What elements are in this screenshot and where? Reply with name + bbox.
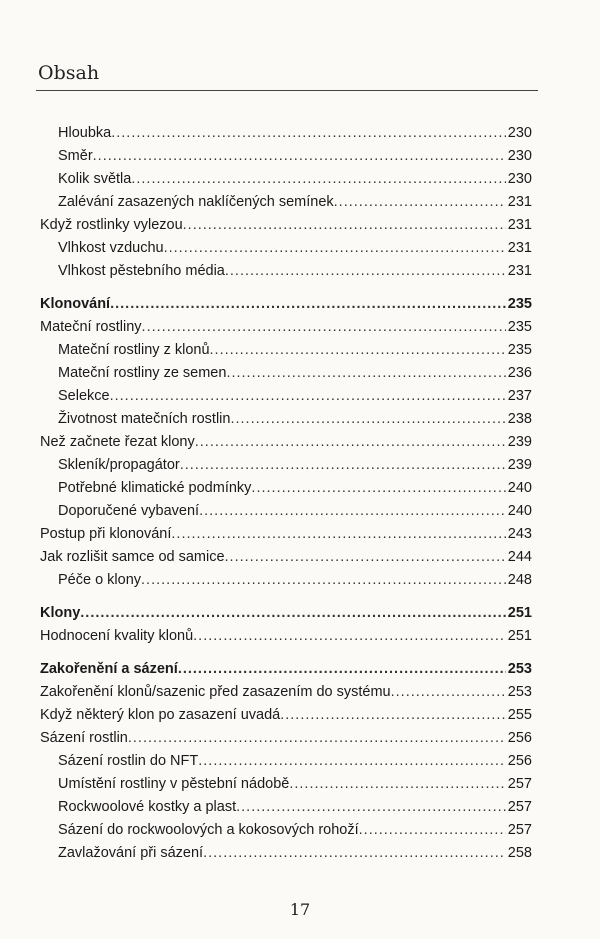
dot-leader — [289, 773, 505, 796]
toc-entry-label: Vlhkost vzduchu — [58, 240, 164, 256]
toc-entry — [0, 168, 532, 191]
toc-entry-page: 230 — [507, 171, 532, 187]
toc-entry-page: 240 — [507, 480, 532, 496]
dot-leader — [164, 237, 506, 260]
toc-entry-label: Mateční rostliny — [40, 319, 142, 335]
dot-leader — [230, 408, 505, 431]
toc-entry-page: 235 — [507, 319, 532, 335]
toc-entry-label: Rockwoolové kostky a plast — [58, 799, 237, 815]
toc-entry-label: Než začnete řezat klony — [40, 434, 195, 450]
dot-leader — [199, 500, 506, 523]
toc-entry-page: 243 — [507, 526, 532, 542]
toc-entry — [0, 385, 532, 408]
toc-entry — [0, 773, 532, 796]
toc-entry — [0, 727, 532, 750]
toc-entry-label: Zavlažování při sázení — [58, 845, 204, 861]
toc-entry — [0, 704, 532, 727]
toc-entry-page: 248 — [507, 572, 532, 588]
toc-entry — [0, 339, 532, 362]
toc-entry-page: 258 — [507, 845, 532, 861]
toc-entry — [0, 625, 532, 648]
dot-leader — [128, 727, 506, 750]
toc-entry-label: Mateční rostliny z klonů — [58, 342, 210, 358]
toc-entry-label: Zalévání zasazených naklíčených semínek — [58, 194, 334, 210]
toc-entry-page: 244 — [507, 549, 532, 565]
header-rule — [36, 90, 538, 91]
toc-chapter-entry — [0, 658, 532, 681]
toc-entry — [0, 260, 532, 283]
toc-entry-page: 230 — [507, 125, 532, 141]
dot-leader — [131, 168, 505, 191]
toc-entry-page: 238 — [507, 411, 532, 427]
toc-entry — [0, 408, 532, 431]
toc-entry-page: 256 — [507, 730, 532, 746]
dot-leader — [93, 145, 506, 168]
dot-leader — [334, 191, 506, 214]
dot-leader — [251, 477, 505, 500]
toc-entry-label: Selekce — [58, 388, 110, 404]
dot-leader — [225, 260, 506, 283]
toc-entry-page: 239 — [507, 457, 532, 473]
dot-leader — [111, 122, 506, 145]
toc-entry-label: Kolik světla — [58, 171, 132, 187]
table-of-contents — [0, 122, 600, 865]
toc-entry-label: Péče o klony — [58, 572, 142, 588]
dot-leader — [236, 796, 506, 819]
dot-leader — [171, 523, 505, 546]
toc-entry-page: 257 — [507, 822, 532, 838]
toc-entry-page: 256 — [507, 753, 532, 769]
toc-entry-page: 235 — [507, 296, 532, 312]
toc-entry-label: Vlhkost pěstebního média — [58, 263, 225, 279]
dot-leader — [183, 214, 506, 237]
toc-entry — [0, 546, 532, 569]
toc-entry-label: Skleník/propagátor — [58, 457, 180, 473]
toc-entry-page: 240 — [507, 503, 532, 519]
toc-entry-label: Životnost matečních rostlin — [58, 411, 231, 427]
toc-entry-page: 230 — [507, 148, 532, 164]
dot-leader — [110, 293, 506, 316]
toc-entry — [0, 145, 532, 168]
toc-entry — [0, 796, 532, 819]
toc-entry — [0, 477, 532, 500]
dot-leader — [141, 569, 506, 592]
toc-entry-label: Zakořenění klonů/sazenic před zasazením do systému — [40, 684, 391, 700]
dot-leader — [210, 339, 506, 362]
toc-entry-label: Mateční rostliny ze semen — [58, 365, 227, 381]
toc-entry — [0, 214, 532, 237]
toc-entry — [0, 362, 532, 385]
toc-entry — [0, 681, 532, 704]
toc-entry-page: 236 — [507, 365, 532, 381]
toc-entry-label: Směr — [58, 148, 93, 164]
toc-entry — [0, 842, 532, 865]
toc-entry-page: 237 — [507, 388, 532, 404]
toc-entry-page: 257 — [507, 776, 532, 792]
toc-entry — [0, 316, 532, 339]
toc-entry-page: 251 — [507, 605, 532, 621]
toc-entry — [0, 237, 532, 260]
toc-entry-label: Sázení do rockwoolových a kokosových rohoží — [58, 822, 359, 838]
toc-entry-label: Doporučené vybavení — [58, 503, 200, 519]
toc-entry-page: 257 — [507, 799, 532, 815]
dot-leader — [225, 546, 506, 569]
dot-leader — [203, 842, 506, 865]
toc-entry-label: Postup při klonování — [40, 526, 172, 542]
toc-entry-label: Umístění rostliny v pěstební nádobě — [58, 776, 290, 792]
toc-entry-page: 231 — [507, 240, 532, 256]
dot-leader — [193, 625, 506, 648]
toc-entry-page: 231 — [507, 217, 532, 233]
toc-chapter-entry — [0, 293, 532, 316]
toc-entry — [0, 454, 532, 477]
toc-entry-label: Když některý klon po zasazení uvadá — [40, 707, 281, 723]
dot-leader — [280, 704, 506, 727]
page-header-title: Obsah — [38, 62, 100, 84]
toc-entry-page: 231 — [507, 194, 532, 210]
toc-entry-label: Hodnocení kvality klonů — [40, 628, 194, 644]
toc-entry-page: 255 — [507, 707, 532, 723]
toc-entry-page: 251 — [507, 628, 532, 644]
dot-leader — [178, 658, 506, 681]
dot-leader — [142, 316, 506, 339]
dot-leader — [359, 819, 506, 842]
toc-entry-label: Jak rozlišit samce od samice — [40, 549, 225, 565]
toc-entry-label: Hloubka — [58, 125, 112, 141]
toc-entry — [0, 750, 532, 773]
toc-entry — [0, 523, 532, 546]
toc-entry-page: 235 — [507, 342, 532, 358]
toc-entry — [0, 191, 532, 214]
toc-entry — [0, 500, 532, 523]
toc-entry — [0, 122, 532, 145]
page-number: 17 — [289, 900, 311, 919]
dot-leader — [80, 602, 506, 625]
toc-entry-label: Sázení rostlin do NFT — [58, 753, 199, 769]
toc-entry-page: 231 — [507, 263, 532, 279]
dot-leader — [198, 750, 506, 773]
toc-entry — [0, 569, 532, 592]
dot-leader — [180, 454, 506, 477]
toc-entry-label: Potřebné klimatické podmínky — [58, 480, 252, 496]
toc-entry-page: 253 — [507, 661, 532, 677]
toc-entry-label: Když rostlinky vylezou — [40, 217, 183, 233]
dot-leader — [226, 362, 505, 385]
toc-entry — [0, 431, 532, 454]
toc-entry-page: 239 — [507, 434, 532, 450]
dot-leader — [195, 431, 506, 454]
toc-entry — [0, 819, 532, 842]
dot-leader — [391, 681, 506, 704]
toc-entry-page: 253 — [507, 684, 532, 700]
toc-entry-label: Klonování — [40, 296, 111, 312]
toc-entry-label: Zakořenění a sázení — [40, 661, 178, 677]
toc-entry-label: Klony — [40, 605, 81, 621]
toc-chapter-entry — [0, 602, 532, 625]
toc-entry-label: Sázení rostlin — [40, 730, 128, 746]
dot-leader — [110, 385, 506, 408]
